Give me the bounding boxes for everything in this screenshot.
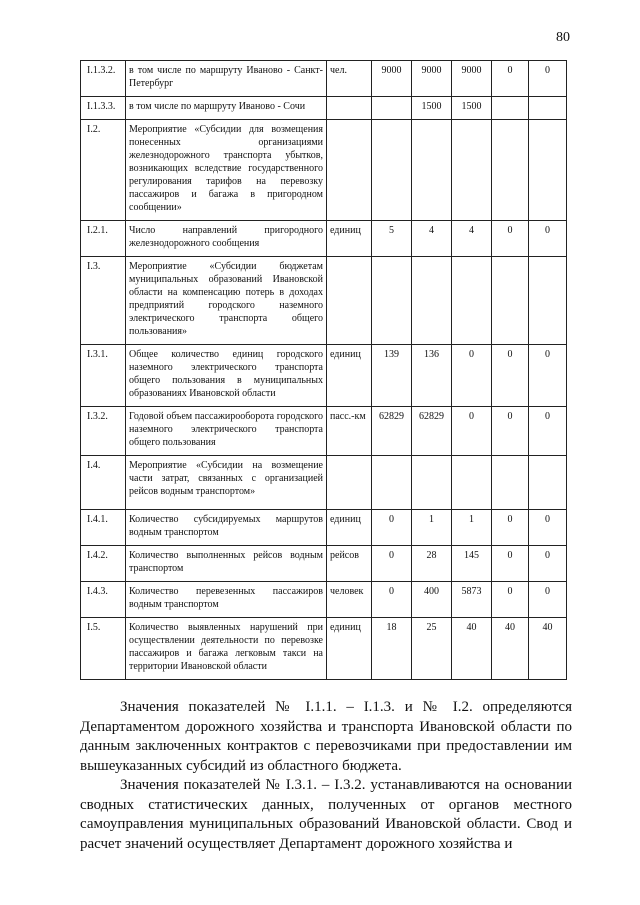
cell-name: Число направлений пригородного железнодорожного сообщения [126,221,327,257]
paragraph-1-text: Значения показателей № I.1.1. – I.1.3. и № I.2. определяются Департаментом дорожного хозяйства и транспорта Ивановской области по данным заключенных контрактов с перевозчиками при предоставлении им вышеуказанных субсидий из областного бюджета. [80,699,572,774]
paragraph-1 [80,698,572,776]
cell-v5: 0 [529,407,567,456]
cell-v1: 0 [372,582,412,618]
table-row [81,97,567,120]
cell-unit: пасс.-км [327,407,372,456]
cell-unit: единиц [327,510,372,546]
cell-v5: 40 [529,618,567,680]
cell-v3: 40 [452,618,492,680]
cell-unit [327,257,372,345]
cell-name: Мероприятие «Субсидии на возмещение части затрат, связанных с организацией рейсов водным транспортом» [126,456,327,510]
cell-unit: единиц [327,618,372,680]
cell-code: I.4.2. [81,546,126,582]
cell-v3: 1 [452,510,492,546]
table-row [81,582,567,618]
cell-v5 [529,456,567,510]
table-row [81,120,567,221]
cell-v5 [529,97,567,120]
cell-code: I.1.3.3. [81,97,126,120]
cell-v4: 0 [492,407,529,456]
cell-unit: рейсов [327,546,372,582]
cell-v1: 0 [372,510,412,546]
cell-v4: 0 [492,345,529,407]
cell-v2: 25 [412,618,452,680]
cell-unit [327,120,372,221]
cell-v4: 40 [492,618,529,680]
cell-code: I.4. [81,456,126,510]
cell-v1: 18 [372,618,412,680]
cell-v3 [452,257,492,345]
cell-v5: 0 [529,61,567,97]
cell-unit [327,97,372,120]
cell-v1: 62829 [372,407,412,456]
table-row [81,407,567,456]
cell-v5 [529,120,567,221]
cell-v2 [412,456,452,510]
cell-v5: 0 [529,345,567,407]
cell-v2: 28 [412,546,452,582]
table-row [81,510,567,546]
cell-v1 [372,456,412,510]
cell-name: Количество субсидируемых маршрутов водным транспортом [126,510,327,546]
cell-v4: 0 [492,582,529,618]
table-row [81,221,567,257]
cell-code: I.2.1. [81,221,126,257]
cell-v1: 9000 [372,61,412,97]
cell-v3: 5873 [452,582,492,618]
cell-v2 [412,257,452,345]
cell-v3: 0 [452,345,492,407]
cell-v3: 145 [452,546,492,582]
paragraph-2-text: Значения показателей № I.3.1. – I.3.2. устанавливаются на основании сводных статистических данных, полученных от органов местного самоуправления муниципальных образований Ивановской области. Свод и расчет значений осуществляет Департамент дорожного хозяйства и [80,777,572,852]
cell-v4: 0 [492,221,529,257]
cell-code: I.5. [81,618,126,680]
cell-unit: единиц [327,345,372,407]
cell-v2: 4 [412,221,452,257]
cell-v2: 136 [412,345,452,407]
cell-name: Общее количество единиц городского наземного электрического транспорта общего пользования в муниципальных образованиях Ивановской области [126,345,327,407]
cell-name: Количество выполненных рейсов водным транспортом [126,546,327,582]
cell-v1 [372,120,412,221]
cell-v2: 1 [412,510,452,546]
cell-code: I.2. [81,120,126,221]
cell-v4 [492,120,529,221]
cell-v3: 1500 [452,97,492,120]
table-row [81,345,567,407]
cell-v2: 1500 [412,97,452,120]
cell-code: I.3.2. [81,407,126,456]
cell-code: I.4.1. [81,510,126,546]
cell-v3: 9000 [452,61,492,97]
cell-v2 [412,120,452,221]
cell-code: I.1.3.2. [81,61,126,97]
cell-name: Годовой объем пассажирооборота городского наземного электрического транспорта общего пользования [126,407,327,456]
cell-v5: 0 [529,546,567,582]
cell-name: в том числе по маршруту Иваново - Санкт-Петербург [126,61,327,97]
cell-v4 [492,97,529,120]
indicators-table [80,60,567,680]
cell-name: в том числе по маршруту Иваново - Сочи [126,97,327,120]
cell-v5 [529,257,567,345]
cell-code: I.3. [81,257,126,345]
cell-v5: 0 [529,510,567,546]
cell-v4: 0 [492,546,529,582]
cell-unit: чел. [327,61,372,97]
cell-v1 [372,257,412,345]
cell-v2: 9000 [412,61,452,97]
cell-v1: 0 [372,546,412,582]
cell-code: I.3.1. [81,345,126,407]
cell-unit [327,456,372,510]
cell-name: Количество перевезенных пассажиров водным транспортом [126,582,327,618]
cell-v4: 0 [492,510,529,546]
cell-v3: 4 [452,221,492,257]
paragraph-2 [80,776,572,854]
cell-v3: 0 [452,407,492,456]
cell-name: Мероприятие «Субсидии бюджетам муниципальных образований Ивановской области на компенсацию потерь в доходах предприятий городского наземного электрического транспорта общего пользования» [126,257,327,345]
cell-v3 [452,456,492,510]
cell-name: Мероприятие «Субсидии для возмещения понесенных организациями железнодорожного транспорта убытков, возникающих вследствие государственного регулирования тарифов на перевозку пассажиров и багажа в пригородном сообщении» [126,120,327,221]
cell-v2: 62829 [412,407,452,456]
page-number: 80 [556,30,570,45]
cell-v2: 400 [412,582,452,618]
cell-v4 [492,456,529,510]
cell-v5: 0 [529,582,567,618]
cell-v5: 0 [529,221,567,257]
cell-v1: 5 [372,221,412,257]
table-row [81,456,567,510]
table-row [81,618,567,680]
cell-v4 [492,257,529,345]
cell-v1: 139 [372,345,412,407]
table-row [81,546,567,582]
cell-code: I.4.3. [81,582,126,618]
cell-unit: человек [327,582,372,618]
cell-v4: 0 [492,61,529,97]
table-row [81,257,567,345]
table-row [81,61,567,97]
cell-unit: единиц [327,221,372,257]
cell-v3 [452,120,492,221]
cell-v1 [372,97,412,120]
cell-name: Количество выявленных нарушений при осуществлении деятельности по перевозке пассажиров и багажа легковым такси на территории Ивановской области [126,618,327,680]
